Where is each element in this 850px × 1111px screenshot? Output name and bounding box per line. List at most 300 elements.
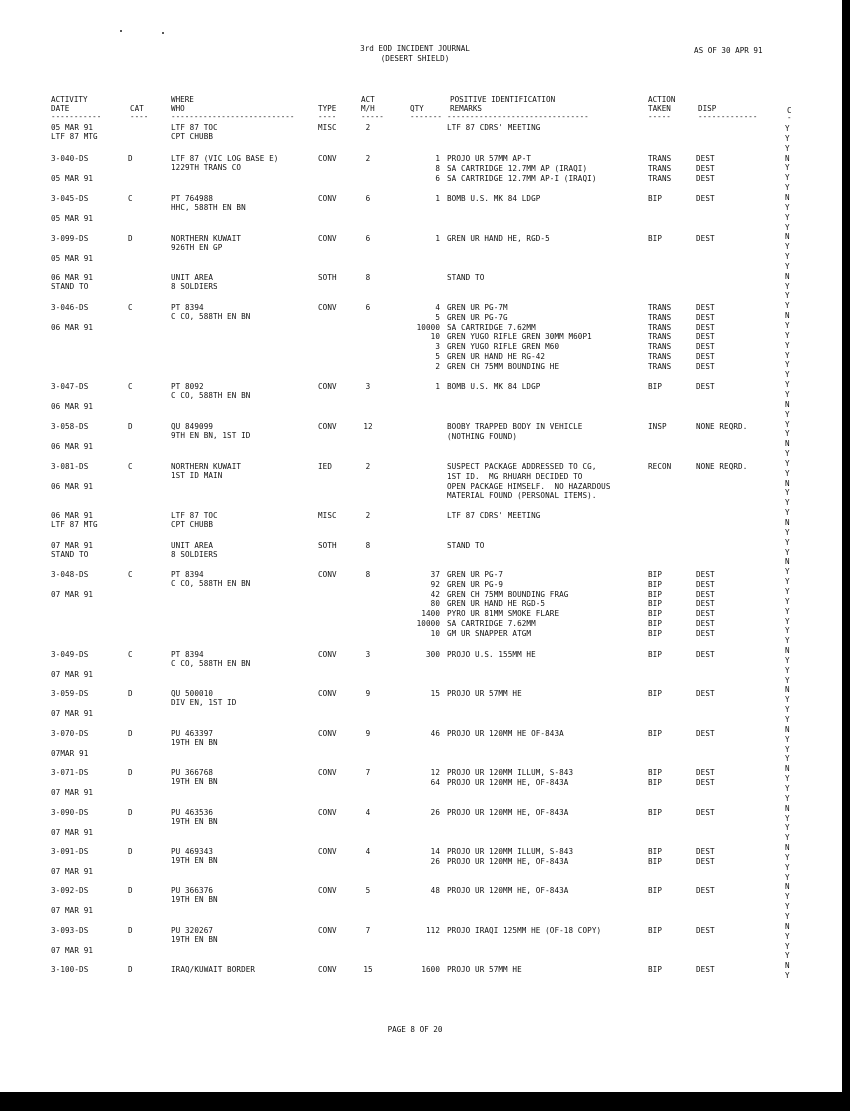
- page-number: PAGE 8 OF 20: [387, 1025, 443, 1034]
- activity-id: 3-047-DS: [51, 382, 89, 391]
- item-description: SA CARTRIDGE 12.7MM AP-I (IRAQI): [447, 173, 597, 183]
- unit-name: 1ST ID MAIN: [171, 471, 223, 480]
- man-hours: 6: [365, 234, 371, 243]
- item-qty: 6: [435, 173, 440, 183]
- unit-name: C CO, 588TH EN BN: [171, 579, 251, 588]
- item-description: BOMB U.S. MK 84 LDGP: [447, 194, 541, 203]
- side-flag: Y: [785, 173, 790, 183]
- side-flag: Y: [785, 577, 790, 587]
- action-taken: BIP: [648, 777, 663, 787]
- item-qty: 1: [435, 194, 440, 203]
- rule-action: -----: [648, 112, 671, 121]
- side-flag: Y: [785, 754, 790, 764]
- unit-name: 8 SOLDIERS: [171, 550, 218, 559]
- item-qty: 1: [435, 382, 440, 391]
- category-code: D: [128, 886, 133, 895]
- item-description: GREN UR PG-7M: [447, 303, 508, 312]
- item-description: LTF 87 CDRS' MEETING: [447, 123, 541, 132]
- action-taken: TRANS: [648, 332, 672, 342]
- activity-id: 3-046-DS: [51, 303, 89, 312]
- activity-subtitle: LTF 87 MTG: [51, 520, 98, 529]
- action-taken: TRANS: [648, 322, 672, 332]
- incident-type: SOTH: [318, 541, 337, 550]
- side-flag: Y: [785, 527, 790, 537]
- item-description: GREN UR PG-7: [447, 570, 504, 579]
- side-flag: Y: [785, 665, 790, 675]
- unit-name: 19TH EN BN: [171, 777, 218, 786]
- item-qty: 8: [435, 163, 440, 173]
- category-code: C: [128, 650, 133, 659]
- activity-id: 3-070-DS: [51, 729, 89, 738]
- unit-name: 8 SOLDIERS: [171, 282, 218, 291]
- unit-name: 19TH EN BN: [171, 856, 218, 865]
- location: PT 764988: [171, 194, 214, 203]
- side-flag: Y: [785, 389, 790, 399]
- col-c: C: [787, 106, 792, 115]
- activity-id: 3-059-DS: [51, 689, 89, 698]
- side-flag: Y: [785, 222, 790, 232]
- side-flag: Y: [785, 862, 790, 872]
- item-qty: 10: [430, 332, 440, 342]
- side-flag: Y: [785, 931, 790, 941]
- location: PU 463536: [171, 808, 214, 817]
- item-description: LTF 87 CDRS' MEETING: [447, 511, 541, 520]
- item-description: SA CARTRIDGE 12.7MM AP (IRAQI): [447, 163, 588, 173]
- disposition: DEST: [696, 332, 715, 342]
- man-hours: 3: [365, 382, 371, 391]
- action-taken: TRANS: [648, 303, 672, 312]
- disposition: NONE REQRD.: [696, 462, 748, 471]
- unit-name: 1229TH TRANS CO: [171, 163, 242, 172]
- unit-name: CPT CHUBB: [171, 520, 214, 529]
- unit-name: C CO, 588TH EN BN: [171, 312, 251, 321]
- item-description: (NOTHING FOUND): [447, 431, 518, 441]
- action-taken: RECON: [648, 462, 672, 471]
- item-qty: 64: [430, 777, 440, 787]
- item-qty: 3: [435, 342, 440, 352]
- side-flag: Y: [785, 833, 790, 843]
- side-flag: Y: [785, 261, 790, 271]
- item-qty: 5: [435, 352, 440, 361]
- side-flag: N: [785, 882, 790, 892]
- col-date: DATE: [51, 104, 70, 113]
- location: PU 469343: [171, 847, 214, 856]
- category-code: C: [128, 462, 133, 471]
- location: NORTHERN KUWAIT: [171, 234, 242, 243]
- activity-subtitle: LTF 87 MTG: [51, 132, 98, 141]
- location: IRAQ/KUWAIT BORDER: [171, 965, 256, 974]
- item-description: PROJO UR 57MM HE: [447, 965, 522, 974]
- rule-activity: -----------: [51, 112, 102, 121]
- incident-type: CONV: [318, 926, 337, 935]
- category-code: C: [128, 303, 133, 312]
- disposition: DEST: [696, 322, 715, 332]
- man-hours: 8: [365, 570, 371, 579]
- activity-id: 3-092-DS: [51, 886, 89, 895]
- side-flag: Y: [785, 793, 790, 803]
- category-code: D: [128, 234, 133, 243]
- activity-id: 3-093-DS: [51, 926, 89, 935]
- col-action: ACTION: [648, 95, 676, 104]
- man-hours: 6: [365, 194, 371, 203]
- unit-name: C CO, 588TH EN BN: [171, 659, 251, 668]
- side-flag: Y: [785, 429, 790, 439]
- side-flag: Y: [785, 783, 790, 793]
- col-who: WHO: [171, 104, 185, 113]
- disposition: DEST: [696, 312, 715, 322]
- side-flag: Y: [785, 675, 790, 685]
- activity-date: 06 MAR 91: [51, 442, 94, 451]
- item-description: GREN UR HAND HE RGD-5: [447, 599, 546, 609]
- incident-type: MISC: [318, 511, 337, 520]
- action-taken: INSP: [648, 422, 667, 431]
- journal-title: 3rd EOD INCIDENT JOURNAL: [360, 44, 470, 53]
- activity-id: 3-100-DS: [51, 965, 89, 974]
- item-description: PROJO UR 57MM HE: [447, 689, 522, 698]
- action-taken: BIP: [648, 234, 663, 243]
- side-flag: Y: [785, 291, 790, 301]
- side-flag: Y: [785, 537, 790, 547]
- col-type: TYPE: [318, 104, 337, 113]
- man-hours: 8: [365, 541, 371, 550]
- man-hours: 9: [365, 729, 371, 738]
- side-flag: Y: [785, 242, 790, 252]
- side-flag: Y: [785, 124, 790, 133]
- side-flag: Y: [785, 409, 790, 419]
- side-flag: Y: [785, 774, 790, 784]
- action-taken: BIP: [648, 599, 663, 609]
- side-flag: Y: [785, 143, 790, 153]
- disposition: DEST: [696, 154, 715, 163]
- action-taken: TRANS: [648, 361, 672, 371]
- unit-name: 19TH EN BN: [171, 817, 218, 826]
- incident-type: CONV: [318, 382, 337, 391]
- item-description: SA CARTRIDGE 7.62MM: [447, 619, 536, 628]
- side-flag: N: [785, 518, 790, 527]
- category-code: D: [128, 926, 133, 935]
- side-flag: N: [785, 764, 790, 774]
- item-description: PYRO UR 81MM SMOKE FLARE: [447, 609, 560, 619]
- activity-date: 07 MAR 91: [51, 670, 94, 679]
- category-code: C: [128, 382, 133, 391]
- man-hours: 4: [365, 808, 371, 817]
- activity-id: 06 MAR 91: [51, 511, 94, 520]
- item-description: PROJO UR 120MM HE OF-843A: [447, 729, 564, 738]
- activity-date: 07 MAR 91: [51, 788, 94, 797]
- scan-speck: [120, 30, 122, 32]
- side-flag: Y: [785, 902, 790, 912]
- item-qty: 80: [430, 599, 440, 609]
- side-flag: Y: [785, 734, 790, 744]
- disposition: DEST: [696, 926, 715, 935]
- man-hours: 12: [363, 422, 373, 431]
- activity-subtitle: STAND TO: [51, 550, 89, 559]
- rule-disp: -------------: [698, 112, 758, 121]
- activity-date: 06 MAR 91: [51, 402, 94, 411]
- item-description: PROJO UR 57MM AP-T: [447, 154, 532, 163]
- item-description: PROJO UR 120MM HE, OF-843A: [447, 856, 569, 866]
- disposition: DEST: [696, 609, 715, 619]
- activity-id: 05 MAR 91: [51, 123, 94, 132]
- incident-type: CONV: [318, 689, 337, 698]
- side-flag: Y: [785, 567, 790, 577]
- item-qty: 1: [435, 234, 440, 243]
- side-flag: N: [785, 843, 790, 853]
- item-qty: 42: [430, 589, 440, 599]
- disposition: DEST: [696, 589, 715, 599]
- activity-date: 07 MAR 91: [51, 828, 94, 837]
- item-qty: 5: [435, 312, 440, 322]
- incident-type: CONV: [318, 886, 337, 895]
- col-cat: CAT: [130, 104, 144, 113]
- activity-id: 3-081-DS: [51, 462, 89, 471]
- action-taken: TRANS: [648, 312, 672, 322]
- action-taken: TRANS: [648, 173, 672, 183]
- action-taken: BIP: [648, 609, 663, 619]
- location: QU 500010: [171, 689, 214, 698]
- action-taken: BIP: [648, 579, 663, 589]
- category-code: D: [128, 729, 133, 738]
- side-flag: Y: [785, 380, 790, 390]
- unit-name: CPT CHUBB: [171, 132, 214, 141]
- action-taken: BIP: [648, 570, 663, 579]
- item-qty: 12: [430, 768, 440, 777]
- location: LTF 87 (VIC LOG BASE E): [171, 154, 279, 163]
- item-description: GREN YUGO RIFLE GREN M60: [447, 342, 560, 352]
- activity-subtitle: STAND TO: [51, 282, 89, 291]
- item-description: PROJO UR 120MM HE, OF-843A: [447, 886, 569, 895]
- incident-type: IED: [318, 462, 333, 471]
- item-description: 1ST ID. MG RHUARH DECIDED TO: [447, 471, 583, 481]
- item-qty: 15: [430, 689, 440, 698]
- side-flag: Y: [785, 586, 790, 596]
- side-flag: Y: [785, 360, 790, 370]
- col-mh: M/H: [361, 104, 375, 113]
- location: PU 366768: [171, 768, 214, 777]
- disposition: DEST: [696, 234, 715, 243]
- action-taken: BIP: [648, 194, 663, 203]
- side-flag: Y: [785, 370, 790, 380]
- disposition: DEST: [696, 808, 715, 817]
- activity-date: 06 MAR 91: [51, 482, 94, 491]
- disposition: DEST: [696, 619, 715, 628]
- side-flag: Y: [785, 488, 790, 498]
- disposition: DEST: [696, 856, 715, 866]
- rule-cat: ----: [130, 112, 149, 121]
- action-taken: BIP: [648, 729, 663, 738]
- action-taken: BIP: [648, 650, 663, 659]
- item-description: PROJO UR 120MM ILLUM, S-843: [447, 768, 574, 777]
- action-taken: BIP: [648, 689, 663, 698]
- incident-type: MISC: [318, 123, 337, 132]
- location: NORTHERN KUWAIT: [171, 462, 242, 471]
- activity-id: 3-040-DS: [51, 154, 89, 163]
- disposition: DEST: [696, 628, 715, 638]
- man-hours: 5: [365, 886, 371, 895]
- col-disp: DISP: [698, 104, 717, 113]
- item-qty: 10000: [416, 322, 440, 332]
- man-hours: 9: [365, 689, 371, 698]
- rule-act: -----: [361, 112, 384, 121]
- incident-type: CONV: [318, 570, 337, 579]
- disposition: DEST: [696, 847, 715, 856]
- category-code: D: [128, 422, 133, 431]
- rule-qty: -------: [410, 112, 443, 121]
- side-flag: N: [785, 271, 790, 281]
- item-qty: 1600: [421, 965, 440, 974]
- side-flag: Y: [785, 941, 790, 951]
- side-flag: N: [785, 921, 790, 931]
- incident-type: CONV: [318, 154, 337, 163]
- activity-id: 06 MAR 91: [51, 273, 94, 282]
- side-flag: Y: [785, 715, 790, 724]
- col-activity: ACTIVITY: [51, 95, 88, 104]
- side-flag: Y: [785, 202, 790, 212]
- scan-speck: [162, 32, 164, 34]
- action-taken: TRANS: [648, 352, 672, 361]
- unit-name: 9TH EN BN, 1ST ID: [171, 431, 251, 440]
- man-hours: 2: [365, 123, 371, 132]
- journal-subtitle: (DESERT SHIELD): [380, 54, 450, 63]
- man-hours: 3: [365, 650, 371, 659]
- activity-id: 3-048-DS: [51, 570, 89, 579]
- location: QU 849099: [171, 422, 214, 431]
- category-code: C: [128, 194, 133, 203]
- side-flag: Y: [785, 468, 790, 478]
- as-of-date: AS OF 30 APR 91: [694, 46, 763, 55]
- location: PU 366376: [171, 886, 214, 895]
- side-flag: Y: [785, 350, 790, 360]
- item-description: GREN UR PG-7G: [447, 312, 508, 322]
- side-flag: N: [785, 961, 790, 971]
- side-flag: N: [785, 478, 790, 488]
- side-flag: Y: [785, 744, 790, 754]
- side-flag: Y: [785, 852, 790, 862]
- activity-id: 07 MAR 91: [51, 541, 94, 550]
- item-qty: 10: [430, 628, 440, 638]
- item-description: SUSPECT PACKAGE ADDRESSED TO CG,: [447, 462, 597, 471]
- col-qty: QTY: [410, 104, 424, 113]
- incident-type: CONV: [318, 422, 337, 431]
- incident-type: CONV: [318, 768, 337, 777]
- activity-id: 3-058-DS: [51, 422, 89, 431]
- side-flag: Y: [785, 133, 790, 143]
- side-flag: Y: [785, 281, 790, 291]
- action-taken: BIP: [648, 808, 663, 817]
- disposition: DEST: [696, 579, 715, 589]
- item-qty: 26: [430, 808, 440, 817]
- incident-type: CONV: [318, 650, 337, 659]
- disposition: DEST: [696, 352, 715, 361]
- disposition: DEST: [696, 303, 715, 312]
- col-where: WHERE: [171, 95, 194, 104]
- side-flag: Y: [785, 498, 790, 508]
- activity-date: 05 MAR 91: [51, 254, 94, 263]
- location: PU 463397: [171, 729, 214, 738]
- activity-date: 07 MAR 91: [51, 906, 94, 915]
- incident-type: CONV: [318, 303, 337, 312]
- incident-type: CONV: [318, 194, 337, 203]
- item-qty: 112: [425, 926, 440, 935]
- activity-date: 05 MAR 91: [51, 214, 94, 223]
- man-hours: 8: [365, 273, 371, 282]
- item-qty: 1: [435, 154, 440, 163]
- side-flag: Y: [785, 912, 790, 921]
- item-qty: 14: [430, 847, 440, 856]
- activity-date: 07 MAR 91: [51, 590, 94, 599]
- man-hours: 2: [365, 511, 371, 520]
- unit-name: C CO, 588TH EN BN: [171, 391, 251, 400]
- disposition: DEST: [696, 570, 715, 579]
- side-flag: N: [785, 724, 790, 734]
- action-taken: BIP: [648, 619, 663, 628]
- disposition: DEST: [696, 163, 715, 173]
- side-flag: Y: [785, 606, 790, 616]
- side-flag: N: [785, 557, 790, 567]
- item-description: STAND TO: [447, 541, 485, 550]
- item-qty: 10000: [416, 619, 440, 628]
- action-taken: TRANS: [648, 342, 672, 352]
- disposition: DEST: [696, 194, 715, 203]
- col-taken: TAKEN: [648, 104, 671, 113]
- activity-date: 07 MAR 91: [51, 867, 94, 876]
- side-flag: N: [785, 311, 790, 321]
- disposition: DEST: [696, 689, 715, 698]
- category-code: C: [128, 570, 133, 579]
- incident-type: CONV: [318, 847, 337, 856]
- item-description: PROJO IRAQI 125MM HE (OF-18 COPY): [447, 926, 602, 935]
- activity-date: 05 MAR 91: [51, 174, 94, 183]
- side-flag: Y: [785, 330, 790, 340]
- activity-id: 3-099-DS: [51, 234, 89, 243]
- side-flag: Y: [785, 695, 790, 705]
- item-description: STAND TO: [447, 273, 485, 282]
- activity-date: 06 MAR 91: [51, 323, 94, 332]
- side-flag: N: [785, 439, 790, 449]
- side-flag: Y: [785, 449, 790, 459]
- side-flag: Y: [785, 419, 790, 429]
- side-flag: N: [785, 685, 790, 695]
- unit-name: 19TH EN BN: [171, 895, 218, 904]
- item-qty: 2: [435, 361, 440, 371]
- unit-name: 19TH EN BN: [171, 738, 218, 747]
- side-flag: Y: [785, 892, 790, 902]
- category-code: D: [128, 808, 133, 817]
- side-flag: Y: [785, 626, 790, 636]
- activity-id: 3-045-DS: [51, 194, 89, 203]
- side-flag: Y: [785, 183, 790, 193]
- side-flag: Y: [785, 596, 790, 606]
- incident-type: CONV: [318, 808, 337, 817]
- item-qty: 300: [425, 650, 440, 659]
- item-description: GREN YUGO RIFLE GREN 30MM M60P1: [447, 332, 592, 342]
- side-flag: Y: [785, 655, 790, 665]
- item-description: PROJO UR 120MM ILLUM, S-843: [447, 847, 574, 856]
- action-taken: BIP: [648, 382, 663, 391]
- item-description: SA CARTRIDGE 7.62MM: [447, 322, 536, 332]
- item-description: GREN CH 75MM BOUNDING HE: [447, 361, 560, 371]
- side-flag: Y: [785, 508, 790, 518]
- item-description: MATERIAL FOUND (PERSONAL ITEMS).: [447, 491, 597, 501]
- side-flag: Y: [785, 636, 790, 646]
- item-qty: 37: [430, 570, 440, 579]
- side-flag: Y: [785, 616, 790, 626]
- item-qty: 1400: [421, 609, 440, 619]
- location: LTF 87 TOC: [171, 123, 218, 132]
- item-qty: 48: [430, 886, 440, 895]
- disposition: DEST: [696, 342, 715, 352]
- side-flag: Y: [785, 547, 790, 557]
